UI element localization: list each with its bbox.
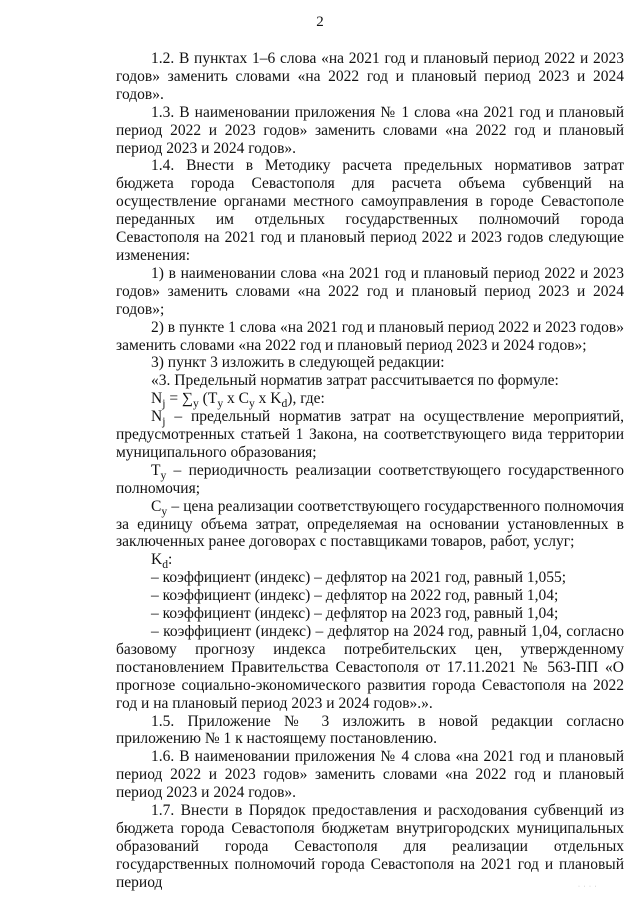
formula-intro: «3. Предельный норматив затрат рассчитывается по формуле: [151, 372, 559, 390]
definition-ty: $T_y$ – периодичность реализации соответствующего государственного полномочия; [116, 461, 624, 497]
paragraph-1-7: 1.7. Внести в Порядок предоставления и расходования субвенций из бюджета города Севастополя бюджетам внутригородских муниципальных образований города Севастополя для реализации отдельных государственных полномочий города Севастополя на 2021 год и плановый период [116, 802, 624, 891]
paragraph-1-2: 1.2. В пунктах 1–6 слова «на 2021 год и плановый период 2022 и 2023 годов» заменить словами «на 2022 год и плановый период 2023 и 2024 годов». [116, 50, 624, 103]
scan-mark: · · · · [578, 884, 598, 890]
coefficient-2023: – коэффициент (индекс) – дефлятор на 2023 год, равный 1,04; [151, 605, 559, 623]
definition-nj: $N_j$ – предельный норматив затрат на осуществление мероприятий, предусмотренных статьей 1 Закона, на соответствующего вида территории муниципального образования; [116, 408, 624, 461]
page-number: 2 [316, 14, 324, 30]
definition-cy: $C_y$ – цена реализации соответствующего государственного полномочия за единицу объема затрат, определяемая на основании установленных в заключенных ранее договорах с поставщиками товаров, работ, услуг; [116, 497, 624, 551]
coefficient-2024: – коэффициент (индекс) – дефлятор на 2024 год, равный 1,04, согласно базовому прогнозу индекса потребительских цен, утвержденному постановлением Правительства Севастополя от 17.11.2021 № 563-ПП «О прогнозе социально-экономического развития города Севастополя на 2022 год и на плановый период 2023 и 2024 годов».». [116, 623, 624, 712]
coefficient-2022: – коэффициент (индекс) – дефлятор на 2022 год, равный 1,04; [151, 587, 559, 605]
paragraph-1-4: 1.4. Внести в Методику расчета предельных нормативов затрат бюджета города Севастополя для расчета объема субвенций на осуществление органами местного самоуправления в городе Севастополе переданных им отдельных государственных полномочий города Севастополя на 2021 год и плановый период 2022 и 2023 годов следующие изменения: [116, 157, 624, 264]
paragraph-1-5: 1.5. Приложение № 3 изложить в новой редакции согласно приложению № 1 к настоящему постановлению. [116, 712, 624, 748]
subitem-2: 2) в пункте 1 слова «на 2021 год и плановый период 2022 и 2023 годов» заменить словами «на 2022 год и плановый период 2023 и 2024 годов»; [116, 318, 624, 354]
paragraph-1-6: 1.6. В наименовании приложения № 4 слова «на 2021 год и плановый период 2022 и 2023 годов» заменить словами «на 2022 год и плановый период 2023 и 2024 годов». [116, 748, 624, 802]
subitem-1: 1) в наименовании слова «на 2021 год и плановый период 2022 и 2023 годов» заменить словами «на 2022 год и плановый период 2023 и 2024 годов»; [116, 264, 624, 318]
definition-kd: $K_d$: [151, 551, 173, 572]
document-body [116, 50, 624, 892]
formula: $N_j = \sum_y$ ($T_y$ x $C_y$ x $K_d$), где: [151, 390, 325, 411]
subitem-3: 3) пункт 3 изложить в следующей редакции: [151, 354, 445, 372]
coefficient-2021: – коэффициент (индекс) – дефлятор на 2021 год, равный 1,055; [151, 569, 567, 587]
paragraph-1-3: 1.3. В наименовании приложения № 1 слова «на 2021 год и плановый период 2022 и 2023 годов» заменить словами «на 2022 год и плановый период 2023 и 2024 годов». [116, 103, 624, 157]
